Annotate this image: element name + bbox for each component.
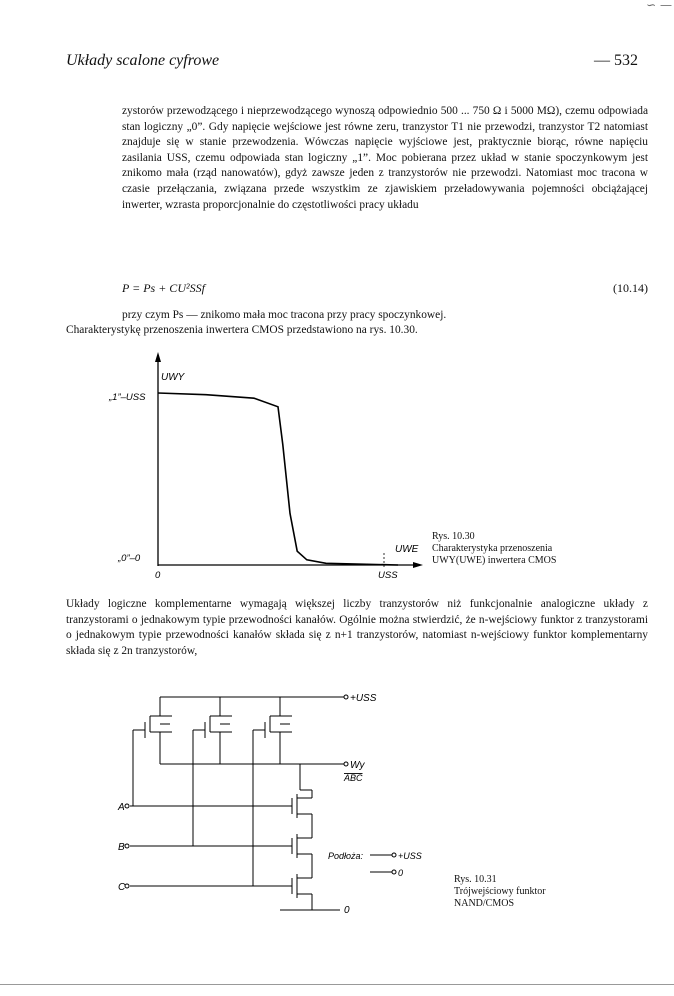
output-label: Wy xyxy=(350,760,365,771)
y-high-label: „1”–USS xyxy=(109,392,146,403)
input-c-label: C xyxy=(118,882,126,893)
substrate-label: Podłoża: xyxy=(328,851,364,861)
ground-label: 0 xyxy=(344,905,350,916)
paragraph-1-text: zystorów przewodzącego i nieprzewodzącego wynoszą odpowiednio 500 ... 750 Ω i 5000 MΩ), czemu odpowiada stan logiczny „0”. Gdy napięcie wejściowe jest równe zeru, tranzystor T1 nie przewodzi, tranzystor T2 natomiast znajduje się w stanie przewodzenia. Wówczas napięcie wyjściowe jest, praktycznie biorąc, równe napięciu zasilania USS, czemu odpowiada stan logiczny „1”. Moc pobierana przez układ w stanie spoczynkowym jest znikomo mała (rząd nanowatów), gdyż zawsze jeden z tranzystorów nie przewodzi. Natomiast moc tracona w czasie przełączania, związana przede wszystkim ze zjawiskiem przeładowywania pojemności obciążającej inwerter, wzrasta proporcjonalnie do częstotliwości pracy układu xyxy=(122,105,648,211)
fig2-caption-number: Rys. 10.31 xyxy=(454,874,497,885)
vss-label: +USS xyxy=(350,693,377,704)
origin-label: 0 xyxy=(155,570,161,581)
figure-10-31-caption xyxy=(454,874,546,910)
x-axis-label: UWE xyxy=(395,544,419,555)
substrate-vss-label: +USS xyxy=(398,851,422,861)
equation-text: P = Ps + CU²SSf xyxy=(122,281,205,295)
paragraph-4-body: Układy logiczne komplementarne wymagają większej liczby tranzystorów niż funkcjonalnie analogiczne układy z tranzystorami o jednakowym typie przewodności kanałów. Ogólnie można stwierdzić, że n-wejściowy funktor z tranzystorami o jednakowym typie przewodności kanałów składa się z n+1 tranzystorów, natomiast n-wejściowy funktor komplementarny składa się z 2n tranzystorów, xyxy=(66,598,648,657)
bottom-edge-line xyxy=(0,984,674,985)
corner-mark: ∽ — xyxy=(646,0,672,12)
running-header-title: Układy scalone cyfrowe xyxy=(66,52,220,69)
output-expression: ABC xyxy=(344,773,363,783)
y-axis-label: UWY xyxy=(161,372,185,383)
x-tick-vss: USS xyxy=(378,570,398,581)
page-number: — 532 xyxy=(594,52,638,69)
input-a-label: A xyxy=(118,802,125,813)
equation-number: (10.14) xyxy=(613,281,648,295)
substrate-zero-label: 0 xyxy=(398,868,404,878)
paragraph-3-text: Charakterystykę przenoszenia inwertera CMOS przedstawiono na rys. 10.30. xyxy=(66,324,418,336)
fig2-caption-line2: NAND/CMOS xyxy=(454,898,515,909)
input-b-label: B xyxy=(118,842,125,853)
fig2-caption-line1: Trójwejściowy funktor xyxy=(454,886,546,897)
fig1-caption-number: Rys. 10.30 xyxy=(432,531,475,542)
y-low-label: „0”–0 xyxy=(118,553,141,564)
fig1-caption-line2: UWY(UWE) inwertera CMOS xyxy=(432,555,557,566)
fig1-caption-line1: Charakterystyka przenoszenia xyxy=(432,543,553,554)
paragraph-2-text: przy czym Ps — znikomo mała moc tracona przy pracy spoczynkowej. xyxy=(122,309,447,321)
